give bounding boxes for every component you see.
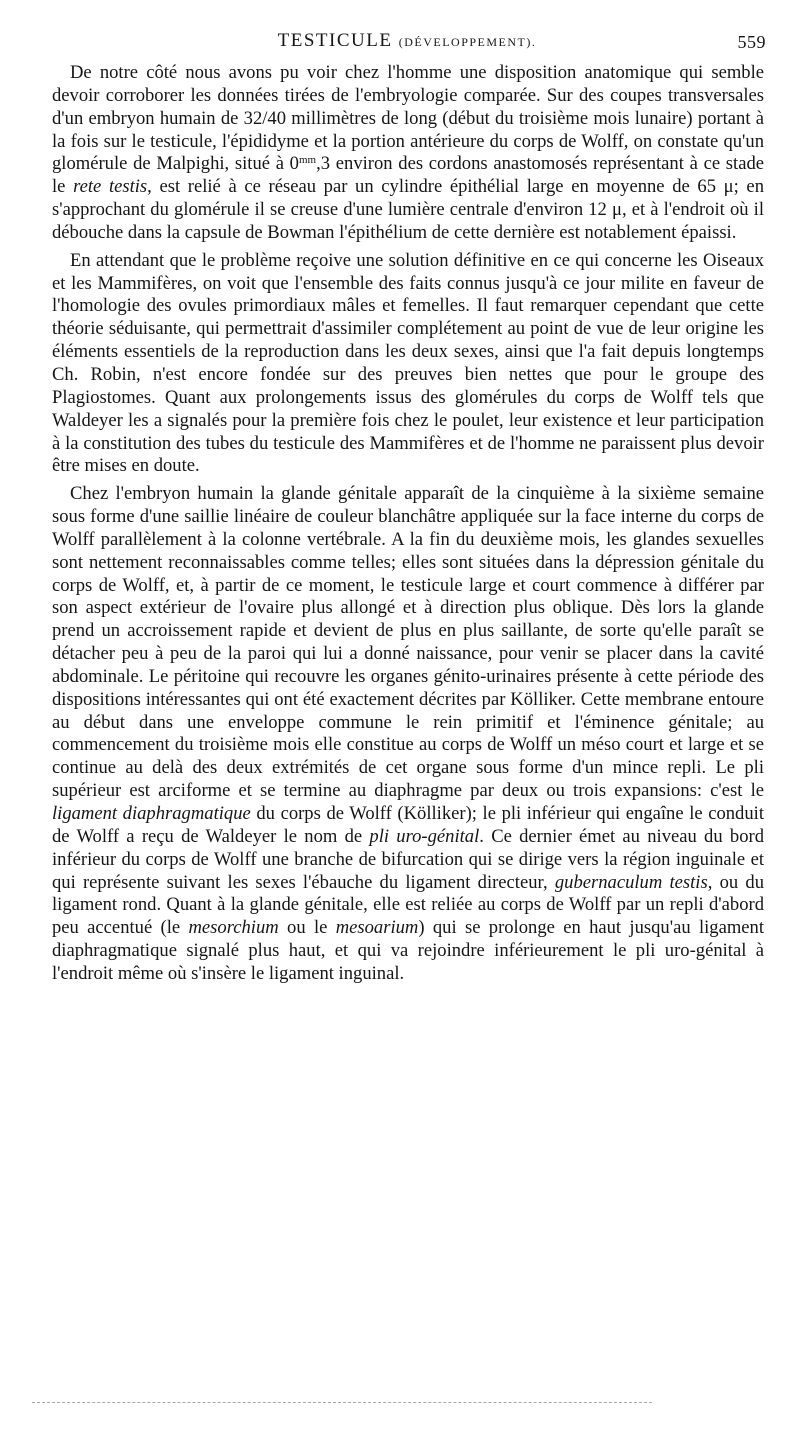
italic-term: ligament diaphragmatique	[52, 803, 251, 824]
text-run: ) qui se prolonge en haut jusqu'au ligament diaphragmatique signalé plus haut, et qui va rejoindre inférieurement le pli uro-génital à l'endroit même où s'insère le ligament inguinal.	[52, 917, 765, 984]
running-title-subtitle: (DÉVELOPPEMENT).	[398, 35, 537, 49]
paragraph	[52, 250, 764, 478]
italic-term: gubernaculum testis	[554, 871, 708, 893]
paragraph	[52, 62, 764, 245]
italic-term: mesoarium	[335, 917, 419, 939]
text-run: ,3 environ des cordons anastomosés représentant à ce stade le	[52, 153, 764, 198]
text-run: du corps de Wolff (Kölliker); le pli inférieur qui engaîne le conduit de Wolff a reçu de Waldeyer le nom de	[52, 803, 764, 847]
text-run: ou le	[278, 917, 336, 939]
page-number: 559	[737, 32, 766, 52]
running-title-main: TESTICULE	[277, 30, 393, 51]
text-run: Chez l'embryon humain la glande génitale apparaît de la cinquième à la sixième semaine sous forme d'une saillie linéaire de couleur blanchâtre appliquée sur la face interne du corps de Wolff parallèlement à la colonne vertébrale. A la fin du deuxième mois, les glandes sexuelles sont nettement reconnaissables comme telles; elles sont situées dans la dépression génitale du corps de Wolff, et, à partir de ce moment, le testicule large et court commence à différer par son aspect extérieur de l'ovaire plus allongé et à direction plus oblique. Dès lors la glande prend un accroissement rapide et devient de plus en plus saillante, de sorte qu'elle paraît se détacher peu à peu de la paroi qui lui a donné naissance, pour venir se placer dans la cavité abdominale. Le péritoine qui recouvre les organes génito-urinaires présente à cette période des dispositions intéressantes qui ont été exactement décrites par Kölliker. Cette membrane entoure au début dans une enveloppe commune le rein primitif et l'éminence génitale; au commencement du troisième mois elle constitue au corps de Wolff un méso court et large et se continue au delà des deux extrémités de cet organe sous forme d'un mince repli. Le pli supérieur est arciforme et se termine au diaphragme par deux ou trois expansions: c'est le	[52, 483, 764, 802]
text-body	[52, 62, 764, 986]
text-run: En attendant que le problème reçoive une solution définitive en ce qui concerne les Oiseaux et les Mammifères, on voit que l'ensemble des faits connus jusqu'à ce jour milite en faveur de l'homologie des ovules primordiaux mâles et femelles. Il faut remarquer cependant que cette théorie séduisante, qui permettrait d'assimiler complétement au point de vue de leur origine les éléments essentiels de la reproduction dans les deux sexes, ainsi que l'a fait depuis longtemps Ch. Robin, n'est encore fondée sur des preuves bien nettes que pour le groupe des Plagiostomes. Quant aux prolongements issus des glomérules du corps de Wolff tels que Waldeyer les a signalés pour la première fois chez le poulet, leur existence et leur participation à la constitution des tubes du testicule des Mammifères et de l'homme ne paraissent plus devoir être mises en doute.	[52, 249, 764, 477]
footer-rule	[32, 1402, 652, 1403]
running-head	[48, 30, 766, 56]
superscript-unit: mm	[298, 154, 317, 167]
running-title	[48, 30, 766, 52]
paragraph	[52, 483, 764, 986]
text-run: , est relié à ce réseau par un cylindre épithélial large en moyenne de 65 μ; en s'approchant du glomérule il se creuse d'une lumière centrale d'environ 12 μ, et à l'endroit où il débouche dans la capsule de Bowman l'épithélium de cette dernière est notablement épaissi.	[52, 176, 764, 243]
italic-term: rete testis	[73, 176, 148, 198]
text-run: . Ce dernier émet au niveau du bord inférieur du corps de Wolff une branche de bifurcation qui se dirige vers la région inguinale et qui représente suivant les sexes l'ébauche du ligament directeur,	[52, 825, 764, 893]
italic-term: mesorchium	[188, 917, 279, 939]
text-run: De notre côté nous avons pu voir chez l'homme une disposition anatomique qui semble devoir corroborer les données tirées de l'embryologie comparée. Sur des coupes transversales d'un embryon humain de 32/40 millimètres de long (début du troisième mois lunaire) portant à la fois sur le testicule, l'épididyme et la portion antérieure du corps de Wolff, on constate qu'un glomérule de Malpighi, situé à 0	[52, 62, 764, 175]
italic-term: pli uro-génital	[369, 825, 480, 847]
text-run: , ou du ligament rond. Quant à la glande génitale, elle est reliée au corps de Wolff par un repli d'abord peu accentué (le	[52, 871, 764, 939]
